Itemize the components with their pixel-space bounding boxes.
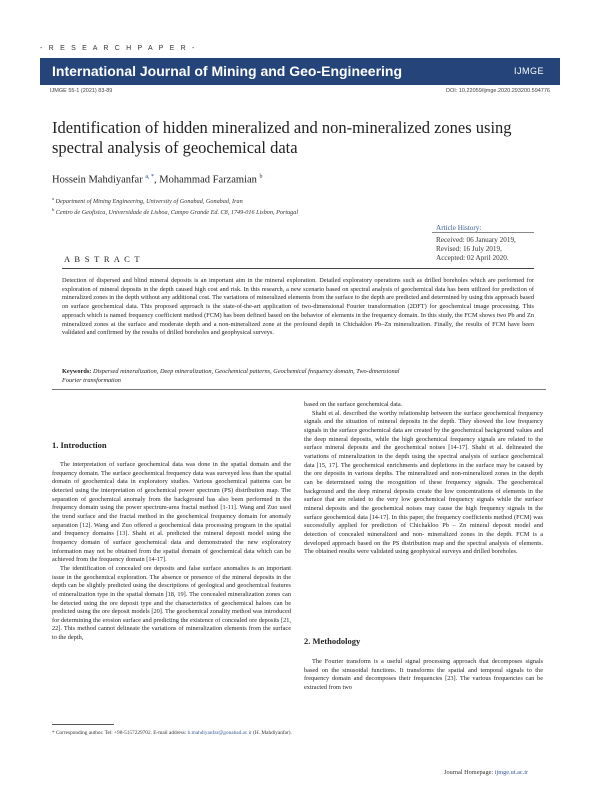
keywords-line-2: Fourier transformation xyxy=(62,377,121,384)
paragraph: based on the surface geochemical data. xyxy=(304,401,403,408)
homepage-link[interactable]: ijmge.ut.ac.ir xyxy=(494,769,529,776)
paragraph: The Fourier transform is a useful signal processing approach that decomposes signals based on the sinusoidal functions. It transforms the spatial and temporal signals to the frequency domain and decomposes their frequencies [23]. The various frequencies can be extracted from two xyxy=(304,658,543,691)
abstract-top-divider xyxy=(62,268,534,269)
affiliation-marker: a xyxy=(52,196,54,201)
doi-link[interactable]: DOI: 10.22059/ijmge.2020.293200.594776 xyxy=(446,88,550,94)
footnote-divider xyxy=(52,724,114,725)
abstract-bottom-divider xyxy=(52,389,546,390)
right-column xyxy=(304,401,543,557)
keywords-label: Keywords: xyxy=(62,368,92,375)
abstract-heading: A B S T R A C T xyxy=(64,254,141,264)
paper-title xyxy=(52,118,552,158)
keywords-line-1: Dispersed mineralization, Deep mineralization, Geochemical patterns, Geochemical frequency domain, Two-dimensional xyxy=(92,368,400,375)
affiliation-item xyxy=(52,196,243,205)
article-history-label: Article History: xyxy=(436,224,482,232)
footnote-suffix: (H. Mahdiyanfar). xyxy=(253,730,292,736)
left-column xyxy=(52,461,291,643)
history-accepted: Accepted: 02 April 2020. xyxy=(436,254,509,262)
paragraph: Shahi et al. described the worthy relationship between the surface geochemical frequency signals and the situation of mineral deposits in the depth. They showed the low frequency signals in the surface geochemical data are created by the geochemical background values and the deep mineral deposits, while the high geochemical frequency signals are related to the surface mineral deposits and the geochemical noises [14-17]. Shahi et al. delineated the variations of mineralization in the depth using the spectral analysis of surface geochemical data [15, 17]. The geochemical enrichments and depletions in the surface may be caused by the ore deposits in various depths. The mineralized and non-mineralized zones in the depth can be determined using the recognition of these frequency signals. The geochemical background and the deep mineral deposits create the low concentrations of elements in the surface that are related to the very low geochemical frequency signals while the surface mineral deposits and the geochemical noises may cause the high frequency signals in the surface geochemical data [14-17]. In this paper, the frequency coefficients method (FCM) was successfully applied for prediction of Chichakloo Pb – Zn mineral deposit model and detection of concealed mineralized and non- mineralized zones in the depth. FCM is a developed approach based on the PS distribution map and the spectral analysis of elements. The obtained results were validated using geophysical surveys and drilled boreholes. xyxy=(304,409,543,556)
author-separator: , xyxy=(153,174,160,186)
affiliation-text: Centro de Geofisica, Universidade de Lisboa, Campo Grande Ed. C8, 1749-016 Lisbon, Portugal xyxy=(55,209,299,217)
history-received: Received: 06 January 2019, xyxy=(436,236,516,244)
history-revised: Revised: 16 July 2019, xyxy=(436,245,502,253)
keywords xyxy=(62,367,534,385)
right-column-methodology xyxy=(304,658,543,693)
paragraph: The interpretation of surface geochemical data was done in the spatial domain and the frequency domain. The surface geochemical frequency data was surveyed less than the spatial domain of geochemical data in exploratory studies. Various geochemical patterns can be detected using the interpretation of geochemical power spectrum (PS) distribution map. The separation of geochemical anomaly from the background has also been performed in the frequency domain using the power spectrum-area fractal method [1-11]. Wang and Zuo used the trend surface and the fractal method in the geochemical frequency domain for anomaly separation [12]. Wang and Zuo offered a geochemical data processing program in the spatial and frequency domains [13]. Shahi et al. predicted the mineral deposit model using the frequency domain of surface geochemical data and demonstrated the new exploratory information may not be obtained from the spatial domain of geochemical data which can be achieved from the frequency domain [14-17]. xyxy=(52,461,291,564)
homepage-label: Journal Homepage: xyxy=(444,769,494,776)
journal-homepage xyxy=(444,769,528,776)
author-name: Mohammad Farzamian xyxy=(159,174,257,186)
section-heading-methodology: 2. Methodology xyxy=(304,636,361,646)
author-list xyxy=(52,174,263,186)
paper-title-line-1: Identification of hidden mineralized and non-mineralized zones using xyxy=(52,118,512,137)
author-affiliation-marker[interactable]: b xyxy=(259,174,263,180)
author-name: Hossein Mahdiyanfar xyxy=(52,174,143,186)
affiliation-item xyxy=(52,207,298,216)
journal-banner xyxy=(40,58,560,85)
journal-title: International Journal of Mining and Geo-Engineering xyxy=(52,63,403,79)
history-divider xyxy=(432,232,534,233)
section-heading-introduction: 1. Introduction xyxy=(52,440,107,450)
author-email-link[interactable]: h.mahdiyanfar@gonabad.ac.ir xyxy=(187,730,252,736)
affiliation-marker: b xyxy=(52,207,55,212)
citation: IJMGE 55-1 (2021) 83-89 xyxy=(50,88,113,94)
paper-title-line-2: spectral analysis of geochemical data xyxy=(52,138,298,157)
journal-logo: IJMGE xyxy=(514,66,545,76)
research-paper-label: - R E S E A R C H P A P E R - xyxy=(40,45,197,52)
author-affiliation-marker[interactable]: a, * xyxy=(145,174,154,180)
footnote xyxy=(52,730,292,736)
paragraph: The identification of concealed ore deposits and false surface anomalies is an important issue in the geochemical exploration. The absence or presence of the mineral deposits in the depth can be slightly predicted using the descriptions of geological and geochemical features of mineralization type in the spatial domain [18, 19]. The concealed mineralization zones can be detected using the ore deposit type and the characteristics of geochemical haloes can be predicted using the ore deposit models [20]. The geochemical zonality method was introduced for determining the erosion surface and predicting the existence of concealed ore deposits [21, 22]. This method cannot delineate the variations of mineralization elements from the surface to the depth, xyxy=(52,564,291,642)
affiliation-text: Department of Mining Engineering, University of Gonabad, Gonabad, Iran xyxy=(55,198,243,206)
footnote-prefix: * Corresponding author. Tel: +98-5157229702. E-mail address: xyxy=(52,730,187,736)
abstract-text: Detection of dispersed and blind mineral deposits is an important aim in the mineral exploration. Detailed exploratory operations such as drilled boreholes which are performed for exploration of mineral deposits in the depth caused high cost and risk. In this research, a new scenario based on spectral analysis of geochemical data has been utilized for prediction of mineralized zones in the depth without any additional cost. The variations of mineralized elements from the surface to the depth are predicted and determined by using this approach based on surface geochemical data. This proposed approach is the state-of-the-art application of two-dimensional Fourier transformation (2DFT) for geochemical image processing. This approach which is named frequency coefficient method (FCM) has been defined based on the behavior of elements in the frequency domain. In this study, the FCM shows two Pb and Zn mineralized zones at the surface and moderate depth and a non-mineralized zone at the profound depth in Chichakloo Pb–Zn mineralization. Finally, the results of FCM have been validated and confirmed by the results of drilled boreholes and geophysical surveys. xyxy=(62,277,534,337)
